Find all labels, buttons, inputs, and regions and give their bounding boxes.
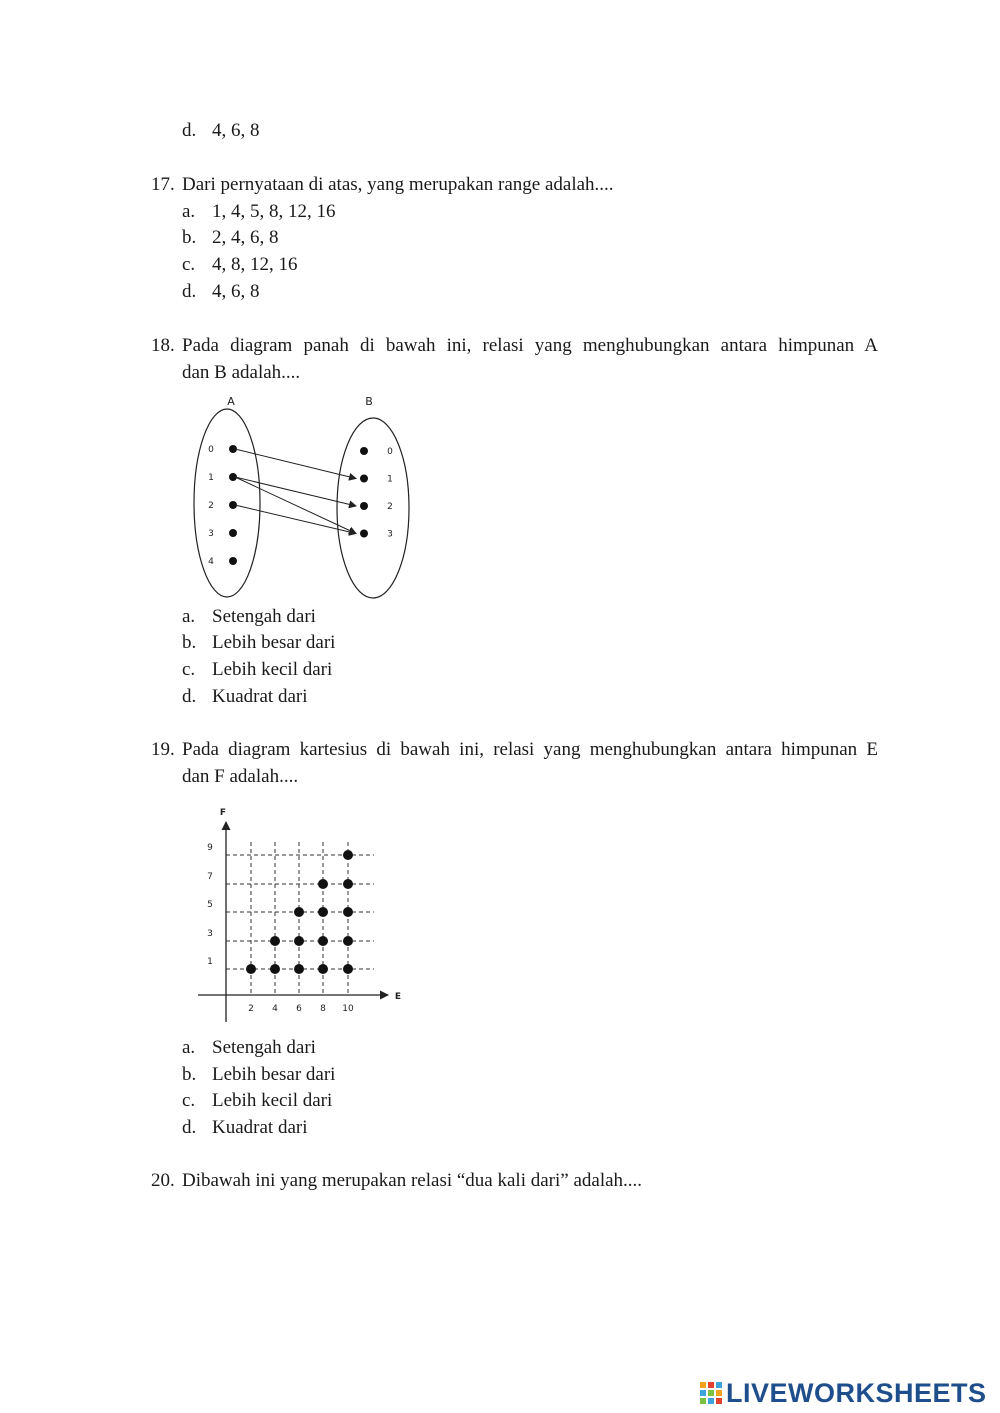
x-tick-6: 6: [296, 1004, 302, 1014]
point-10-7: [343, 879, 353, 889]
q18-option-b-text: Lebih besar dari: [212, 632, 336, 653]
point-8-7: [318, 879, 328, 889]
point-10-1: [343, 964, 353, 974]
point-6-1: [294, 964, 304, 974]
arrow-0-to-1: [235, 449, 356, 479]
set-a-value-0: 0: [208, 445, 214, 455]
point-10-5: [343, 907, 353, 917]
set-b-value-2: 2: [387, 502, 393, 512]
x-tick-8: 8: [320, 1004, 326, 1014]
set-a-value-3: 3: [208, 529, 214, 539]
q17-option-d-letter: d.: [182, 281, 197, 302]
q17-option-a-text: 1, 4, 5, 8, 12, 16: [212, 201, 336, 222]
q19-question-line2: dan F adalah....: [182, 766, 299, 787]
q18-option-a-letter: a.: [182, 606, 196, 627]
x-tick-2: 2: [248, 1004, 254, 1014]
set-b-dot-0: [360, 447, 368, 455]
y-axis-label: F: [219, 808, 227, 818]
q19-question-line1: Pada diagram kartesius di bawah ini, relasi yang menghubungkan antara himpunan E: [182, 739, 878, 760]
y-tick-7: 7: [207, 872, 213, 882]
q19-option-c-letter: c.: [182, 1090, 196, 1111]
q20-question: Dibawah ini yang merupakan relasi “dua kali dari” adalah....: [182, 1170, 643, 1191]
point-10-9: [343, 850, 353, 860]
liveworksheets-icon: [700, 1381, 722, 1405]
q19-option-b-text: Lebih besar dari: [212, 1064, 336, 1085]
cartesian-chart: [195, 800, 410, 1025]
q18-option-d-letter: d.: [182, 686, 197, 707]
y-tick-5: 5: [207, 900, 213, 910]
q16-option-d-text: 4, 6, 8: [212, 120, 260, 141]
q17-number: 17.: [151, 174, 175, 195]
q19-option-d-letter: d.: [182, 1117, 197, 1138]
q19-option-b-letter: b.: [182, 1064, 197, 1085]
x-axis-label: E: [394, 992, 402, 1002]
set-b-dot-2: [360, 502, 368, 510]
q18-question-line1: Pada diagram panah di bawah ini, relasi yang menghubungkan antara himpunan A: [182, 335, 878, 356]
point-6-3: [294, 936, 304, 946]
point-4-3: [270, 936, 280, 946]
point-10-3: [343, 936, 353, 946]
q18-option-a-text: Setengah dari: [212, 606, 316, 627]
brand-name: LIVEWORKSHEETS: [726, 1377, 987, 1408]
set-a-value-4: 4: [208, 557, 214, 567]
q17-option-c-letter: c.: [182, 254, 196, 275]
q17-option-d-text: 4, 6, 8: [212, 281, 260, 302]
point-6-5: [294, 907, 304, 917]
set-b-value-1: 1: [387, 474, 393, 485]
set-b-label: B: [365, 395, 373, 408]
q18-option-b-letter: b.: [182, 632, 197, 653]
q20-number: 20.: [151, 1170, 175, 1191]
set-a-label: A: [227, 395, 235, 408]
y-tick-9: 9: [207, 843, 213, 853]
set-b-ellipse: [337, 418, 409, 598]
set-a-value-1: 1: [208, 473, 214, 483]
q18-option-c-text: Lebih kecil dari: [212, 659, 333, 680]
point-8-1: [318, 964, 328, 974]
arrow-diagram: [180, 390, 430, 605]
q18-number: 18.: [151, 335, 175, 356]
q18-question-line2: dan B adalah....: [182, 362, 301, 383]
x-tick-4: 4: [272, 1004, 278, 1014]
y-tick-3: 3: [207, 929, 213, 939]
point-8-5: [318, 907, 328, 917]
set-b-dot-3: [360, 530, 368, 538]
set-a-dot-4: [229, 557, 237, 565]
q17-option-b-letter: b.: [182, 227, 197, 248]
q18-option-c-letter: c.: [182, 659, 196, 680]
q19-option-d-text: Kuadrat dari: [212, 1117, 308, 1138]
set-a-ellipse: [194, 409, 260, 597]
q17-question: Dari pernyataan di atas, yang merupakan range adalah....: [182, 174, 614, 195]
q19-number: 19.: [151, 739, 175, 760]
set-b-dot-1: [360, 475, 368, 483]
q17-option-a-letter: a.: [182, 201, 196, 222]
q17-option-b-text: 2, 4, 6, 8: [212, 227, 279, 248]
x-tick-10: 10: [342, 1004, 354, 1014]
q19-option-a-letter: a.: [182, 1037, 196, 1058]
q18-option-d-text: Kuadrat dari: [212, 686, 308, 707]
set-b-value-0: 0: [387, 447, 393, 457]
point-4-1: [270, 964, 280, 974]
set-b-value-3: 3: [387, 529, 393, 540]
liveworksheets-logo: [700, 1377, 987, 1409]
y-tick-1: 1: [207, 957, 213, 967]
point-8-3: [318, 936, 328, 946]
q16-option-d-letter: d.: [182, 120, 197, 141]
point-2-1: [246, 964, 256, 974]
set-a-dot-3: [229, 529, 237, 537]
q19-option-c-text: Lebih kecil dari: [212, 1090, 333, 1111]
q19-option-a-text: Setengah dari: [212, 1037, 316, 1058]
set-a-value-2: 2: [208, 501, 214, 511]
q17-option-c-text: 4, 8, 12, 16: [212, 254, 298, 275]
